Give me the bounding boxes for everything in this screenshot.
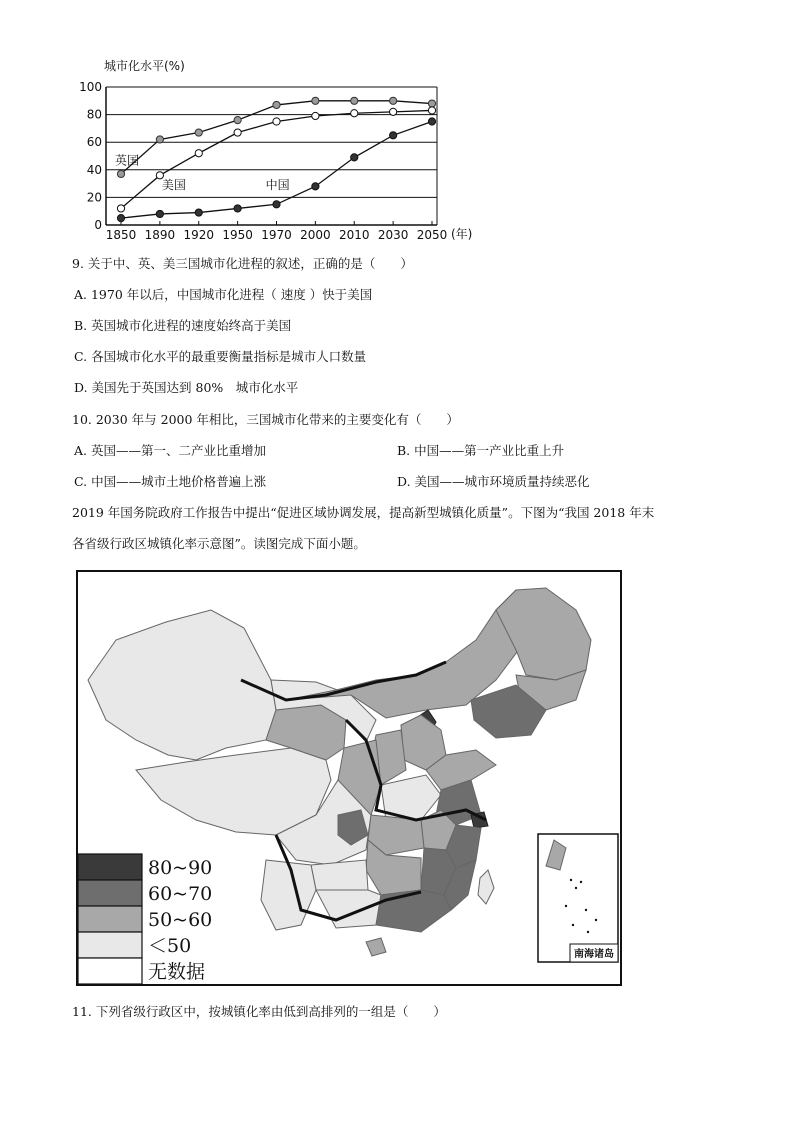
data-point <box>428 107 435 114</box>
data-point <box>195 150 202 157</box>
intro-line-1: 2019 年国务院政府工作报告中提出“促进区域协调发展，提高新型城镇化质量”。下图为“我国 2018 年末 <box>72 505 655 520</box>
x-tick-label: 2030 <box>377 228 409 242</box>
y-tick-label: 60 <box>86 135 102 150</box>
data-point <box>234 117 241 124</box>
inset-label: 南海诸岛 <box>574 949 614 960</box>
data-point <box>273 201 280 208</box>
chart-series-labels <box>115 153 290 192</box>
chart-svg <box>80 56 480 250</box>
y-tick-label: 20 <box>86 190 102 205</box>
x-tick-label: 2010 <box>338 228 370 242</box>
data-point <box>156 210 163 217</box>
y-tick-label: 40 <box>86 162 102 177</box>
data-point <box>234 205 241 212</box>
legend-label: 80~90 <box>148 857 213 879</box>
q9-option-d[interactable]: D. 美国先于英国达到 80% 城市化水平 <box>74 380 299 395</box>
legend-label: 50~60 <box>148 909 213 931</box>
chart-x-unit: (年) <box>451 227 473 241</box>
q10-option-d[interactable]: D. 美国——城市环境质量持续恶化 <box>397 474 590 489</box>
data-point <box>351 97 358 104</box>
series-label: 中国 <box>265 178 290 193</box>
data-point <box>156 136 163 143</box>
q10-option-c[interactable]: C. 中国——城市土地价格普遍上涨 <box>74 474 267 489</box>
x-tick-label: 2000 <box>300 228 331 242</box>
q9-option-c[interactable]: C. 各国城市化水平的最重要衡量指标是城市人口数量 <box>74 349 367 364</box>
data-point <box>195 129 202 136</box>
data-point <box>428 100 435 107</box>
q11-stem: 11. 下列省级行政区中，按城镇化率由低到高排列的一组是（ ） <box>72 1004 446 1019</box>
data-point <box>390 108 397 115</box>
legend-label: 60~70 <box>148 883 213 905</box>
y-tick-label: 80 <box>86 107 102 122</box>
x-tick-label: 1920 <box>183 228 215 242</box>
q9-stem: 9. 关于中、英、美三国城市化进程的叙述，正确的是（ ） <box>72 256 413 271</box>
data-point <box>273 118 280 125</box>
intro-line-2: 各省级行政区城镇化率示意图”。读图完成下面小题。 <box>72 536 366 551</box>
legend-swatch <box>78 880 142 906</box>
legend-swatch <box>78 854 142 880</box>
data-point <box>234 129 241 136</box>
data-point <box>428 118 435 125</box>
data-point <box>351 110 358 117</box>
data-point <box>117 205 124 212</box>
china-urbanization-map <box>76 570 622 986</box>
q10-option-b[interactable]: B. 中国——第一产业比重上升 <box>397 443 565 458</box>
q9-option-a[interactable]: A. 1970 年以后，中国城市化进程（ 速度 ）快于美国 <box>74 287 373 302</box>
series-label: 美国 <box>161 178 186 193</box>
data-point <box>195 209 202 216</box>
q9-option-b[interactable]: B. 英国城市化进程的速度始终高于美国 <box>74 318 292 333</box>
q10-stem: 10. 2030 年与 2000 年相比，三国城市化带来的主要变化有（ ） <box>72 412 459 427</box>
data-point <box>312 183 319 190</box>
data-point <box>351 154 358 161</box>
chart-ylabel: 城市化水平(%) <box>104 59 185 73</box>
chart-series <box>117 97 435 222</box>
data-point <box>390 132 397 139</box>
data-point <box>312 112 319 119</box>
legend-swatch <box>78 906 142 932</box>
data-point <box>117 215 124 222</box>
data-point <box>312 97 319 104</box>
map-svg <box>76 570 622 986</box>
y-tick-label: 100 <box>80 80 102 94</box>
legend-swatch <box>78 932 142 958</box>
data-point <box>273 101 280 108</box>
legend-swatch <box>78 958 142 984</box>
legend-label: ＜50 <box>148 935 192 957</box>
x-tick-label: 1890 <box>144 228 176 242</box>
x-tick-label: 1850 <box>105 228 137 242</box>
x-tick-label: 1950 <box>222 228 253 242</box>
y-tick-label: 0 <box>94 218 102 232</box>
q10-option-a[interactable]: A. 英国——第一、二产业比重增加 <box>74 443 266 458</box>
data-point <box>117 170 124 177</box>
legend-label: 无数据 <box>148 961 206 983</box>
x-tick-label: 1970 <box>261 228 292 242</box>
data-point <box>390 97 397 104</box>
series-label: 英国 <box>115 153 140 168</box>
urbanization-line-chart <box>80 56 480 250</box>
x-tick-label: 2050 <box>416 228 448 242</box>
